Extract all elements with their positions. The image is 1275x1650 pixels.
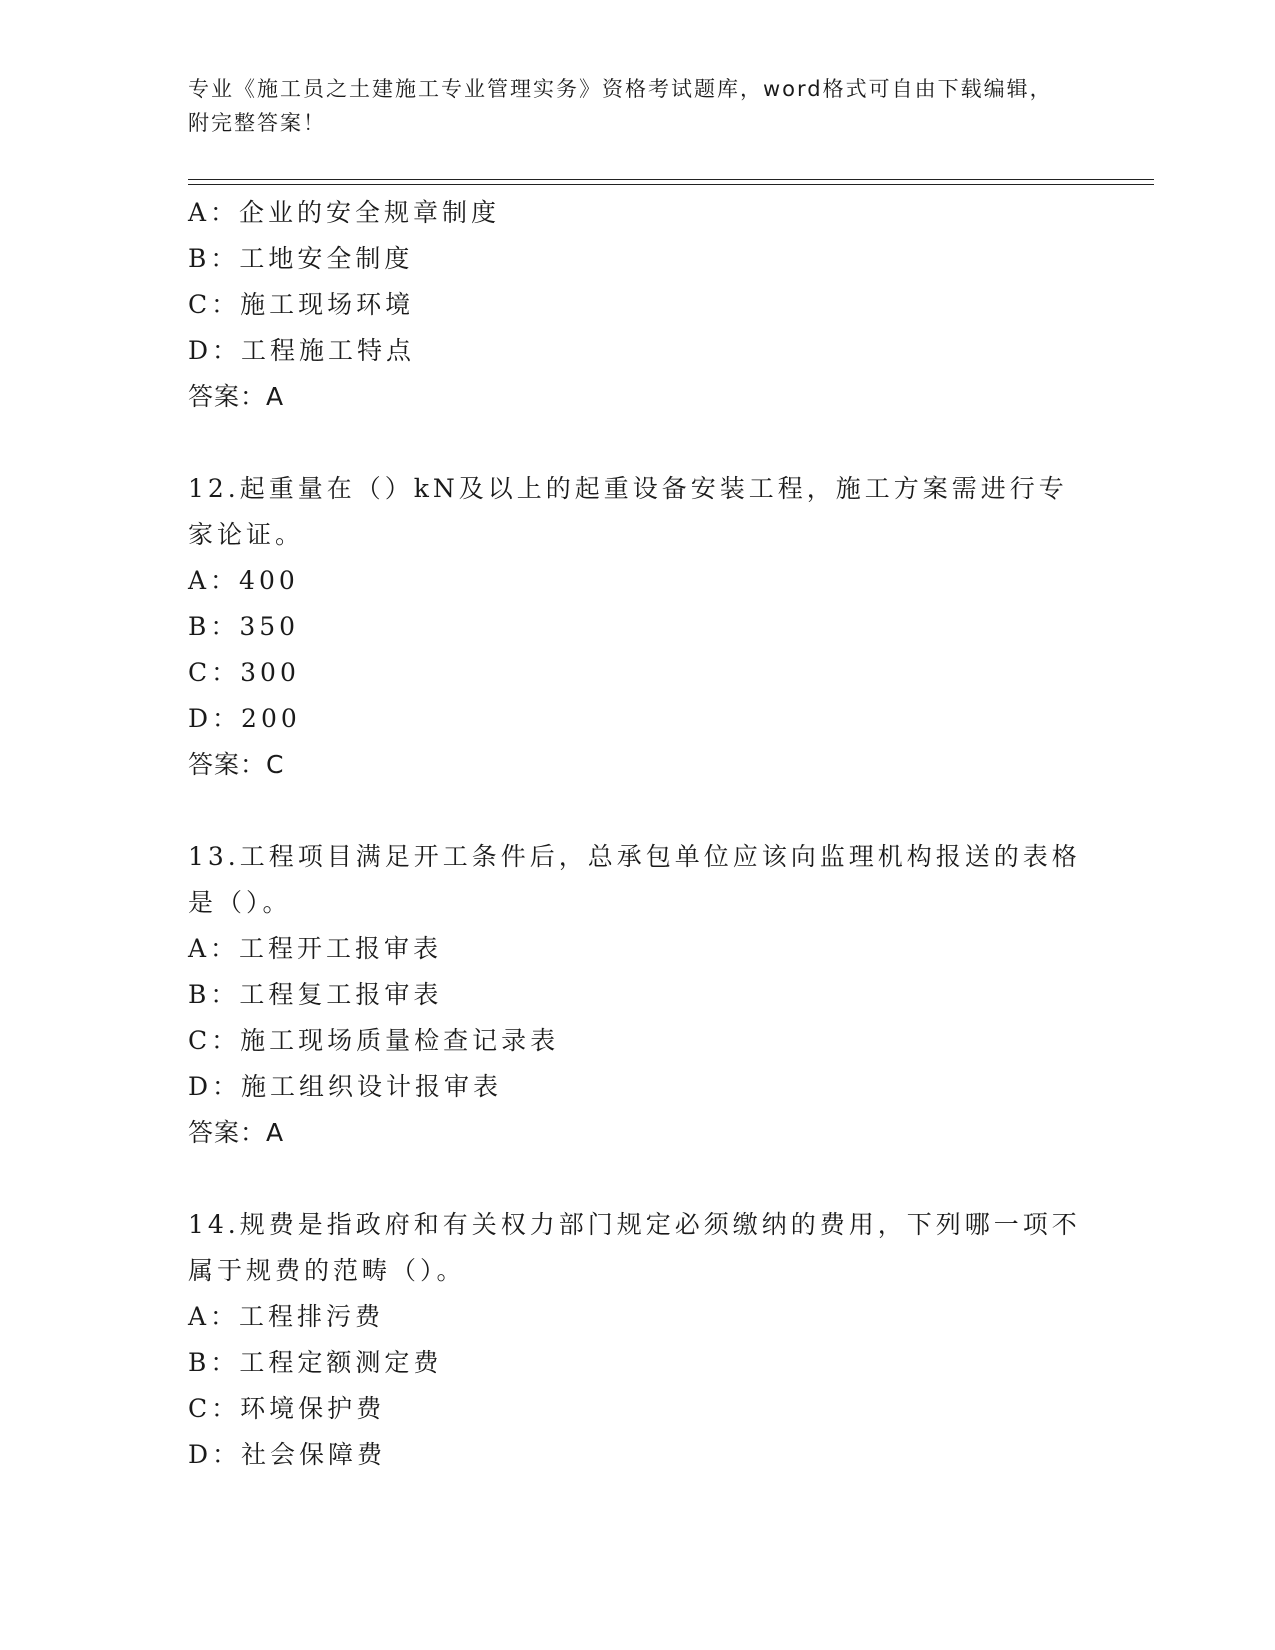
answer: 答案：C [188, 750, 285, 779]
option-a: A：400 [188, 566, 299, 595]
option-c: C：施工现场质量检查记录表 [188, 1026, 560, 1055]
option-b: B：350 [188, 612, 300, 641]
option-a: A：企业的安全规章制度 [188, 198, 501, 227]
document-header: 专业《施工员之土建施工专业管理实务》资格考试题库，word格式可自由下载编辑，附完整答案！ [188, 77, 1053, 135]
option-c: C：施工现场环境 [188, 290, 415, 319]
option-b: B：工地安全制度 [188, 244, 414, 273]
header-rule-top [188, 179, 1154, 180]
option-a: A：工程排污费 [188, 1302, 385, 1331]
option-d: D：工程施工特点 [188, 336, 416, 365]
option-c: C：300 [188, 658, 300, 687]
option-b: B：工程复工报审表 [188, 980, 443, 1009]
question-11 [188, 190, 1088, 420]
header-rule-bottom [188, 184, 1154, 185]
answer: 答案：A [188, 1118, 285, 1147]
question-13 [188, 834, 1088, 1156]
option-c: C：环境保护费 [188, 1394, 386, 1423]
answer: 答案：A [188, 382, 285, 411]
option-d: D：施工组织设计报审表 [188, 1072, 503, 1101]
question-12 [188, 466, 1088, 788]
question-text: 14.规费是指政府和有关权力部门规定必须缴纳的费用，下列哪一项不属于规费的范畴（）。 [188, 1210, 1081, 1285]
question-text: 12.起重量在（）kN及以上的起重设备安装工程，施工方案需进行专家论证。 [188, 474, 1068, 549]
option-d: D：社会保障费 [188, 1440, 387, 1469]
option-d: D：200 [188, 704, 301, 733]
option-b: B：工程定额测定费 [188, 1348, 443, 1377]
question-list [188, 190, 1088, 1478]
option-a: A：工程开工报审表 [188, 934, 443, 963]
question-text: 13.工程项目满足开工条件后，总承包单位应该向监理机构报送的表格是（）。 [188, 842, 1081, 917]
question-14 [188, 1202, 1088, 1478]
